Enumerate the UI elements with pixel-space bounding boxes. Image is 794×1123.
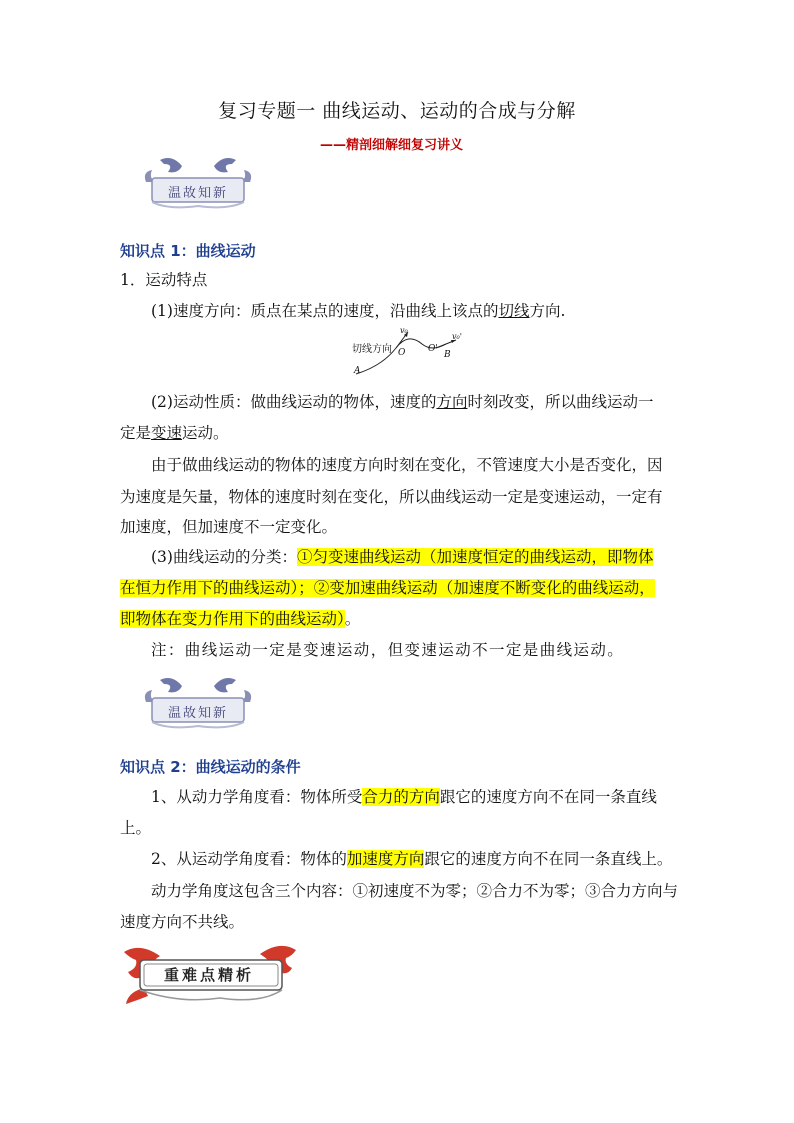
p4-highlight-4: 即物体在变力作用下的曲线运动）	[120, 610, 345, 628]
page-subtitle: ——精剖细解细复习讲义	[320, 138, 464, 153]
kp1-note: 注：曲线运动一定是变速运动，但变速运动不一定是曲线运动。	[151, 641, 625, 659]
p2-text-d: 运动。	[182, 424, 229, 442]
kp2-l1-line1	[151, 786, 657, 808]
p4-semicolon: ；	[298, 579, 314, 597]
p4-highlight-2: 在恒力作用下的曲线运动）	[120, 579, 299, 597]
diagram-label-v0: v₀	[400, 326, 408, 335]
diagram-label-o: O	[398, 348, 406, 358]
diagram-label-a: A	[354, 366, 361, 376]
l1-text-b: 跟它的速度方向不在同一条直线	[439, 788, 657, 806]
l2-text-a: 2、从运动学角度看：物体的	[151, 850, 347, 868]
kp1-item1-title: 1．运动特点	[120, 271, 208, 289]
kp2-l3-line1: 动力学角度这包含三个内容：①初速度不为零；②合力不为零；③合力方向与	[151, 882, 679, 900]
diagram-label-tangent: 切线方向	[352, 344, 392, 355]
p2-underline-1: 方向	[436, 393, 468, 411]
key-points-banner-label: 重难点精析	[164, 966, 255, 984]
p2-text-b: 时刻改变，所以曲线运动一	[467, 393, 654, 411]
p2-text-a: (2)运动性质：做曲线运动的物体，速度的	[151, 393, 437, 411]
kp1-p4-line3	[120, 608, 360, 630]
p4-period: 。	[344, 610, 361, 628]
review-banner-label: 温故知新	[168, 706, 229, 721]
l1-text-a: 1、从动力学角度看：物体所受	[151, 788, 363, 806]
kp1-p3-line1: 由于做曲线运动的物体的速度方向时刻在变化，不管速度大小是否变化，因	[151, 456, 663, 474]
review-banner-2	[138, 672, 258, 736]
kp1-heading: 知识点 1：曲线运动	[120, 242, 256, 260]
kp2-l1-line2: 上。	[120, 819, 152, 837]
p1-text-a: (1)速度方向：质点在某点的速度，沿曲线上该点的	[151, 302, 499, 320]
l2-highlight: 加速度方向	[346, 850, 425, 868]
key-points-banner	[120, 942, 300, 1008]
p4-highlight-1: ①匀变速曲线运动（加速度恒定的曲线运动，即物体	[296, 548, 654, 566]
kp1-p4-line2	[120, 577, 655, 599]
review-banner-1	[138, 152, 258, 216]
kp1-p4-line1	[151, 546, 653, 568]
kp1-p2-line1	[151, 391, 654, 413]
p1-underline: 切线	[498, 302, 530, 320]
kp1-p2-line2	[120, 422, 229, 444]
p2-text-c: 定是	[120, 424, 152, 442]
tangent-diagram	[352, 326, 472, 384]
diagram-label-b: B	[444, 350, 451, 360]
p2-underline-2: 变速	[151, 424, 183, 442]
kp2-l3-line2: 速度方向不共线。	[120, 913, 245, 931]
p1-text-b: 方向.	[529, 302, 566, 320]
kp2-heading: 知识点 2：曲线运动的条件	[120, 758, 301, 776]
l1-highlight: 合力的方向	[362, 788, 440, 806]
kp1-p3-line3: 加速度，但加速度不一定变化。	[120, 518, 338, 536]
kp1-p3-line2: 为速度是矢量，物体的速度时刻在变化，所以曲线运动一定是变速运动，一定有	[120, 488, 663, 506]
p4-text-a: (3)曲线运动的分类：	[151, 548, 297, 566]
diagram-label-v0-prime: v₀'	[452, 332, 462, 341]
l2-text-b: 跟它的速度方向不在同一条直线上。	[424, 850, 673, 868]
review-banner-label: 温故知新	[168, 186, 229, 201]
kp1-p1	[151, 300, 565, 322]
kp2-l2	[151, 848, 672, 870]
page-title: 复习专题一 曲线运动、运动的合成与分解	[218, 100, 576, 122]
diagram-label-o-prime: O'	[428, 344, 438, 354]
p4-highlight-3: ②变加速曲线运动（加速度不断变化的曲线运动，	[313, 579, 655, 597]
